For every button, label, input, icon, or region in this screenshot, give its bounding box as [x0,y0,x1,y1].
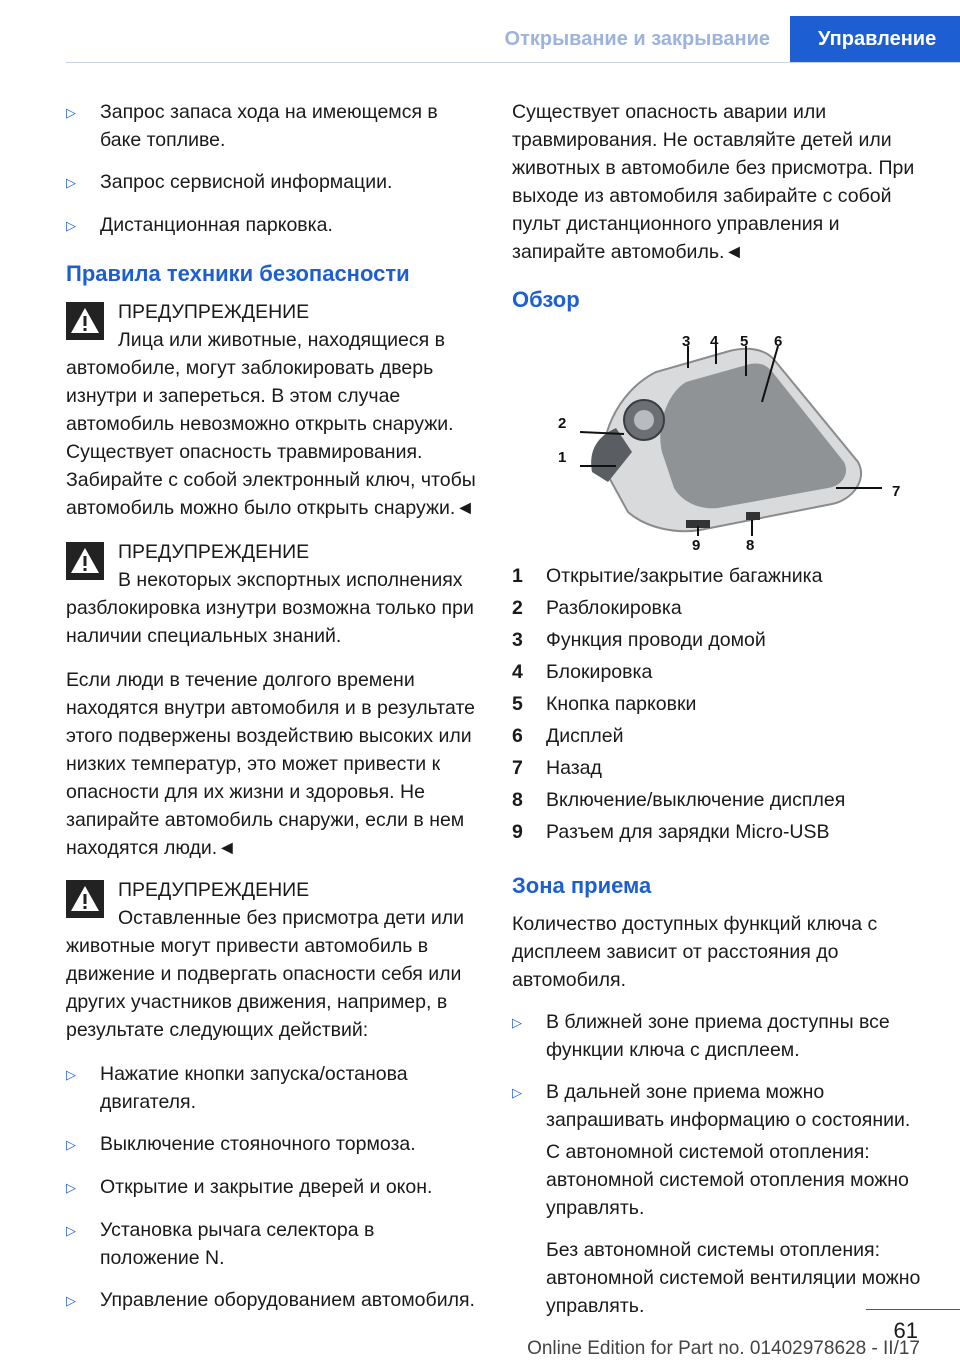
page-number: 61 [893,1318,918,1343]
triangle-bullet-icon: ▷ [66,1137,76,1152]
header-section-title: Открывание и закрывание [485,16,790,62]
list-item: ▷ Установка рычага селектора в положение N. [66,1216,479,1272]
warning-title: ПРЕДУПРЕЖДЕНИЕ [118,541,310,563]
footer-divider [866,1309,960,1310]
warning-extra-text: Если люди в течение долгого времени находятся внутри автомобиля и в результате этого подвержены воздействию высоких или низких температур, это может привести к опасности для их жизни и здоровья. Не запирайте автомобиль снаружи, если в нем находятся люди.◄ [66,669,475,859]
figure-label: 7 [892,483,901,500]
footer-edition: Online Edition for Part no. 01402978628 - II/17 [527,1338,920,1359]
legend-list [512,562,927,846]
triangle-bullet-icon: ▷ [66,1067,76,1082]
legend-item: 4 Блокировка [512,661,653,683]
list-item: ▷ Дистанционная парковка. [66,211,479,240]
triangle-bullet-icon: ▷ [512,1015,522,1030]
figure-label: 4 [710,333,719,350]
warning-triangle-icon [66,880,104,918]
heading-safety: Правила техники безопасности [66,261,410,286]
list-item: ▷ Нажатие кнопки запуска/останова двигателя. [66,1060,479,1116]
legend-item: 8 Включение/выключение дисплея [512,789,846,811]
list-item: ▷ Открытие и закрытие дверей и окон. [66,1173,479,1202]
warning-title: ПРЕДУПРЕЖДЕНИЕ [118,879,310,901]
warning-block [66,298,479,522]
warning-text: Лица или животные, находящиеся в автомобиле, могут заблокировать дверь изнутри и запереться. В этом случае автомобиль невозможно открыть снаружи. Существует опасность травмирования. Забирайте с собой электронный ключ, чтобы автомобиль можно было открыть снаружи.◄ [66,329,476,519]
legend-item: 9 Разъем для зарядки Micro-USB [512,821,830,843]
header-divider [66,62,960,63]
triangle-bullet-icon: ▷ [66,105,76,120]
right-column [512,98,927,1334]
warning-text: Оставленные без присмотра дети или животные могут привести автомобиль в движение и подвергать опасности себя или других участников движения, например, в результате следующих действий: [66,907,465,1041]
legend-item: 1 Открытие/закрытие багажника [512,565,823,587]
triangle-bullet-icon: ▷ [66,1180,76,1195]
legend-item: 2 Разблокировка [512,597,682,619]
warning-title: ПРЕДУПРЕЖДЕНИЕ [118,301,310,323]
figure-label: 3 [682,333,691,350]
figure-label: 9 [692,537,701,554]
triangle-bullet-icon: ▷ [66,175,76,190]
heading-overview: Обзор [512,287,580,312]
key-illustration [536,332,920,554]
figure-label: 2 [558,415,567,432]
legend-item: 6 Дисплей [512,725,624,747]
zone-paragraph: Количество доступных функций ключа с дисплеем зависит от расстояния до автомобиля. [512,913,878,991]
warning-block [66,538,479,650]
figure-label: 6 [774,333,783,350]
header-chapter-tab: Управление [790,16,960,62]
figure-label: 1 [558,449,567,466]
heading-zone: Зона приема [512,873,652,898]
zone-subparagraph: Без автономной системы отопления: автономной системой вентиляции можно управлять. [546,1239,921,1317]
warning-triangle-icon [66,302,104,340]
zone-subparagraph: С автономной системой отопления: автономной системой отопления можно управлять. [546,1141,909,1219]
legend-item: 3 Функция проводи домой [512,629,766,651]
figure-label: 5 [740,333,749,350]
triangle-bullet-icon: ▷ [66,1223,76,1238]
list-item: ▷ Управление оборудованием автомобиля. [66,1286,479,1315]
list-item: ▷ Выключение стояночного тормоза. [66,1130,479,1159]
triangle-bullet-icon: ▷ [512,1085,522,1100]
warning-block [66,876,479,1044]
warning-text: В некоторых экспортных исполнениях разблокировка изнутри возможна только при наличии специальных знаний. [66,569,474,647]
warning-triangle-icon [66,542,104,580]
list-item: ▷ Запрос сервисной информации. [66,168,479,197]
legend-item: 5 Кнопка парковки [512,693,697,715]
legend-item: 7 Назад [512,757,602,779]
display-key-image [536,332,920,546]
intro-paragraph: Существует опасность аварии или травмирования. Не оставляйте детей или животных в автомобиле без присмотра. При выходе из автомобиля забирайте с собой пульт дистанционного управления и запирайте автомобиль.◄ [512,101,915,263]
page-header [485,16,960,62]
list-item: ▷ В ближней зоне приема доступны все функции ключа с дисплеем. [512,1008,927,1064]
figure-label: 8 [746,537,755,554]
triangle-bullet-icon: ▷ [66,1293,76,1308]
list-item: ▷ Запрос запаса хода на имеющемся в баке топливе. [66,98,479,154]
triangle-bullet-icon: ▷ [66,218,76,233]
list-item: ▷ В дальней зоне приема можно запрашивать информацию о состоянии. [512,1078,927,1134]
left-column [66,98,479,1329]
